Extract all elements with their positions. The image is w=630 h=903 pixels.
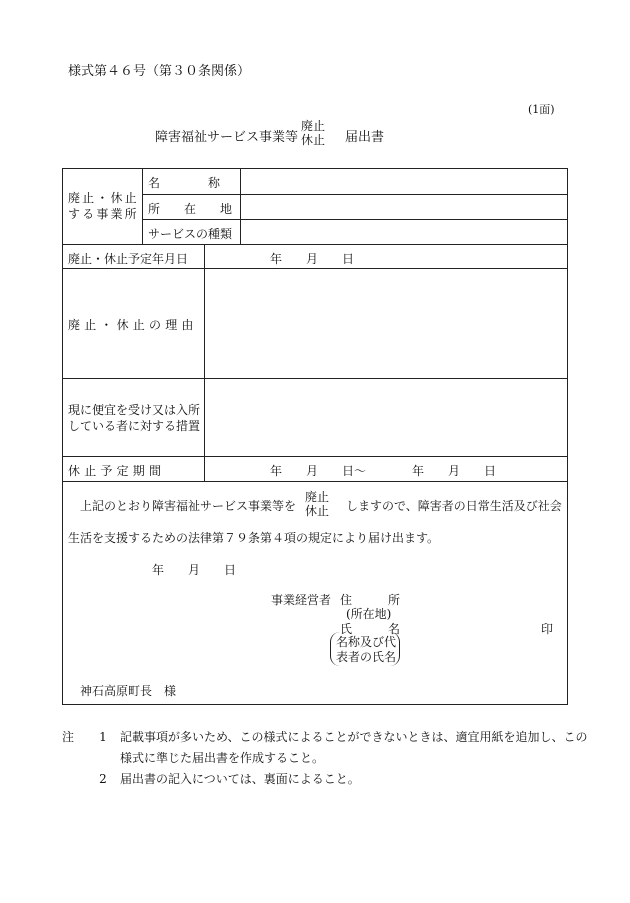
suspension-period-label: 休止予定期間 xyxy=(68,464,166,478)
measures-label: 現に便宜を受け又は入所 している者に対する措置 xyxy=(68,403,201,433)
title-option-suspend: 休止 xyxy=(301,133,326,147)
note-1 xyxy=(62,727,588,748)
note-text: 記載事項が多いため、この様式によることができないときは、適宜用紙を追加し、この xyxy=(120,730,588,744)
submission-month: 月 xyxy=(188,563,201,577)
planned-year: 年 xyxy=(270,252,283,266)
period-end-year: 年 xyxy=(412,464,425,478)
note-text: 様式に準じた届出書を作成すること。 xyxy=(120,751,325,765)
row-divider xyxy=(142,219,568,220)
seal-mark: 印 xyxy=(541,622,554,636)
column-divider xyxy=(240,168,241,244)
row-divider xyxy=(62,378,568,379)
operator-name-label: 氏 名 xyxy=(340,622,401,636)
note-head: 注 xyxy=(62,730,75,744)
declaration-line1-post: しますので、障害者の日常生活及び社会 xyxy=(346,499,562,513)
title-option-stack xyxy=(301,119,325,147)
period-start-day: 日～ xyxy=(342,464,367,478)
declaration-option-abolish: 廃止 xyxy=(305,490,330,504)
operator-address-label: 住 所 xyxy=(340,593,401,607)
column-divider xyxy=(204,244,205,481)
period-end-day: 日 xyxy=(484,464,497,478)
period-start-year: 年 xyxy=(270,464,283,478)
declaration-option-suspend: 休止 xyxy=(305,504,330,518)
declaration-line1-pre: 上記のとおり障害福祉サービス事業等を xyxy=(80,499,297,513)
note-text: 届出書の記入については、裏面によること。 xyxy=(120,772,360,786)
office-label: 廃止・休止 する事業所 xyxy=(68,191,139,221)
row-divider xyxy=(62,268,568,269)
submission-year: 年 xyxy=(152,563,165,577)
service-type-label: サービスの種類 xyxy=(148,227,233,241)
submission-day: 日 xyxy=(224,563,237,577)
operator-location-label: (所在地) xyxy=(346,607,392,621)
period-start-month: 月 xyxy=(306,464,319,478)
period-end-month: 月 xyxy=(448,464,461,478)
title-option-abolish: 廃止 xyxy=(301,119,326,133)
column-divider xyxy=(142,168,143,244)
reason-label: 廃止・休止の理由 xyxy=(68,318,198,332)
brace-note: 名称及び代 表者の氏名 xyxy=(336,635,397,664)
row-divider xyxy=(62,456,568,457)
declaration-option-stack xyxy=(305,490,329,518)
note-1-continued xyxy=(62,748,588,769)
name-label: 名 称 xyxy=(148,176,221,190)
planned-month: 月 xyxy=(306,252,319,266)
note-2 xyxy=(62,769,588,790)
title-tail: 届出書 xyxy=(345,130,385,145)
note-number: 2 xyxy=(99,772,107,786)
note-number: 1 xyxy=(99,730,107,744)
address-label: 所 在 地 xyxy=(148,202,233,216)
row-divider xyxy=(62,481,568,482)
operator-label: 事業経営者 xyxy=(271,593,332,607)
row-divider xyxy=(62,244,568,245)
notes-section xyxy=(62,727,588,790)
page-label: (1面) xyxy=(528,103,555,116)
form-number: 様式第４６号（第３０条関係） xyxy=(68,64,251,79)
title-main: 障害福祉サービス事業等 xyxy=(155,130,299,145)
planned-day: 日 xyxy=(342,252,355,266)
declaration-line2: 生活を支援するための法律第７９条第４項の規定により届け出ます。 xyxy=(68,531,440,545)
form-table xyxy=(62,168,568,705)
row-divider xyxy=(142,194,568,195)
planned-date-label: 廃止・休止予定年月日 xyxy=(68,252,189,266)
addressee: 神石高原町長 様 xyxy=(80,684,177,698)
